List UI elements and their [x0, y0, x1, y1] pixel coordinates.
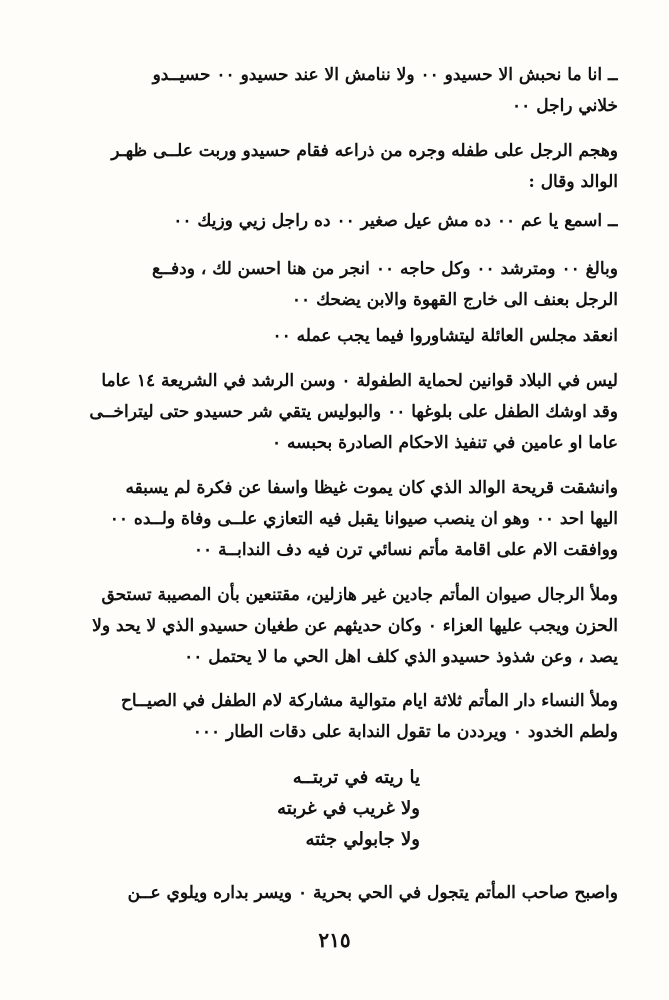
- page-number: ٢١٥: [318, 928, 351, 952]
- paragraph-1: [58, 60, 618, 122]
- text-line: ــ انا ما نحبش الا حسيدو ٠٠ ولا ننامش الا عند حسيدو ٠٠ حسيــدو: [152, 65, 618, 85]
- text-line: الحزن ويجب عليها العزاء ٠ وكان حديثهم عن طغيان حسيدو الذي لا يحد ولا: [92, 616, 618, 636]
- text-line: اليها احد ٠٠ وهو ان ينصب صيوانا يقبل فيه التعازي علــى وفاة ولــده ٠٠: [109, 509, 618, 529]
- text-line: خلاني راجل ٠٠: [512, 96, 618, 116]
- text-line: ولطم الخدود ٠ ويرددن ما تقول الندابة على دقات الطار ٠٠٠: [192, 722, 618, 742]
- text-line: ــ اسمع يا عم ٠٠ ده مش عيل صغير ٠٠ ده راجل زيي وزيك ٠٠: [173, 211, 618, 231]
- text-line: انعقد مجلس العائلة ليتشاوروا فيما يجب عمله ٠٠: [272, 326, 618, 346]
- text-line: الوالد وقال :: [528, 172, 618, 192]
- text-line: وملأ النساء دار المأتم ثلاثة ايام متوالية مشاركة لام الطفل في الصيــاح: [120, 691, 618, 711]
- poem-verses: [220, 762, 420, 855]
- text-line: ليس في البلاد قوانين لحماية الطفولة ٠ وسن الرشد في الشريعة ١٤ عاما: [101, 371, 618, 391]
- paragraph-3: [58, 206, 618, 237]
- text-line: وانشقت قريحة الوالد الذي كان يموت غيظا واسفا عن فكرة لم يسبقه: [125, 478, 618, 498]
- text-line: وقد اوشك الطفل على بلوغها ٠٠ والبوليس يتقي شر حسيدو حتى ليتراخــى: [89, 402, 618, 422]
- paragraph-8: [58, 580, 618, 673]
- paragraph-4: [58, 254, 618, 316]
- poem-line: ولا جابولي جثته: [305, 829, 420, 850]
- text-line: الرجل بعنف الى خارج القهوة والابن يضحك ٠٠: [291, 290, 618, 310]
- text-line: واصبح صاحب المأتم يتجول في الحي بحرية ٠ ويسر بداره ويلوي عــن: [127, 883, 618, 903]
- paragraph-7: [58, 473, 618, 566]
- text-line: وهجم الرجل على طفله وجره من ذراعه فقام حسيدو وربت علــى ظهـر: [111, 141, 618, 161]
- text-line: وملأ الرجال صيوان المأتم جادين غير هازلين، مقتنعين بأن المصيبة تستحق: [101, 585, 618, 605]
- paragraph-5: [58, 321, 618, 352]
- text-line: ووافقت الام على اقامة مأتم نسائي ترن فيه دف الندابــة ٠٠: [193, 540, 618, 560]
- text-line: يصد ، وعن شذوذ حسيدو الذي كلف اهل الحي ما لا يحتمل ٠٠: [184, 647, 618, 667]
- paragraph-6: [58, 366, 618, 459]
- paragraph-9: [58, 686, 618, 748]
- poem-line: ولا غريب في غربته: [277, 798, 420, 819]
- paragraph-10: [58, 878, 618, 909]
- text-line: عاما او عامين في تنفيذ الاحكام الصادرة بحبسه ٠: [272, 433, 618, 453]
- paragraph-2: [58, 136, 618, 198]
- text-line: وبالغ ٠٠ ومترشد ٠٠ وكل حاجه ٠٠ انجر من هنا احسن لك ، ودفــع: [152, 259, 618, 279]
- poem-line: يا ريته في تربتــه: [292, 767, 420, 788]
